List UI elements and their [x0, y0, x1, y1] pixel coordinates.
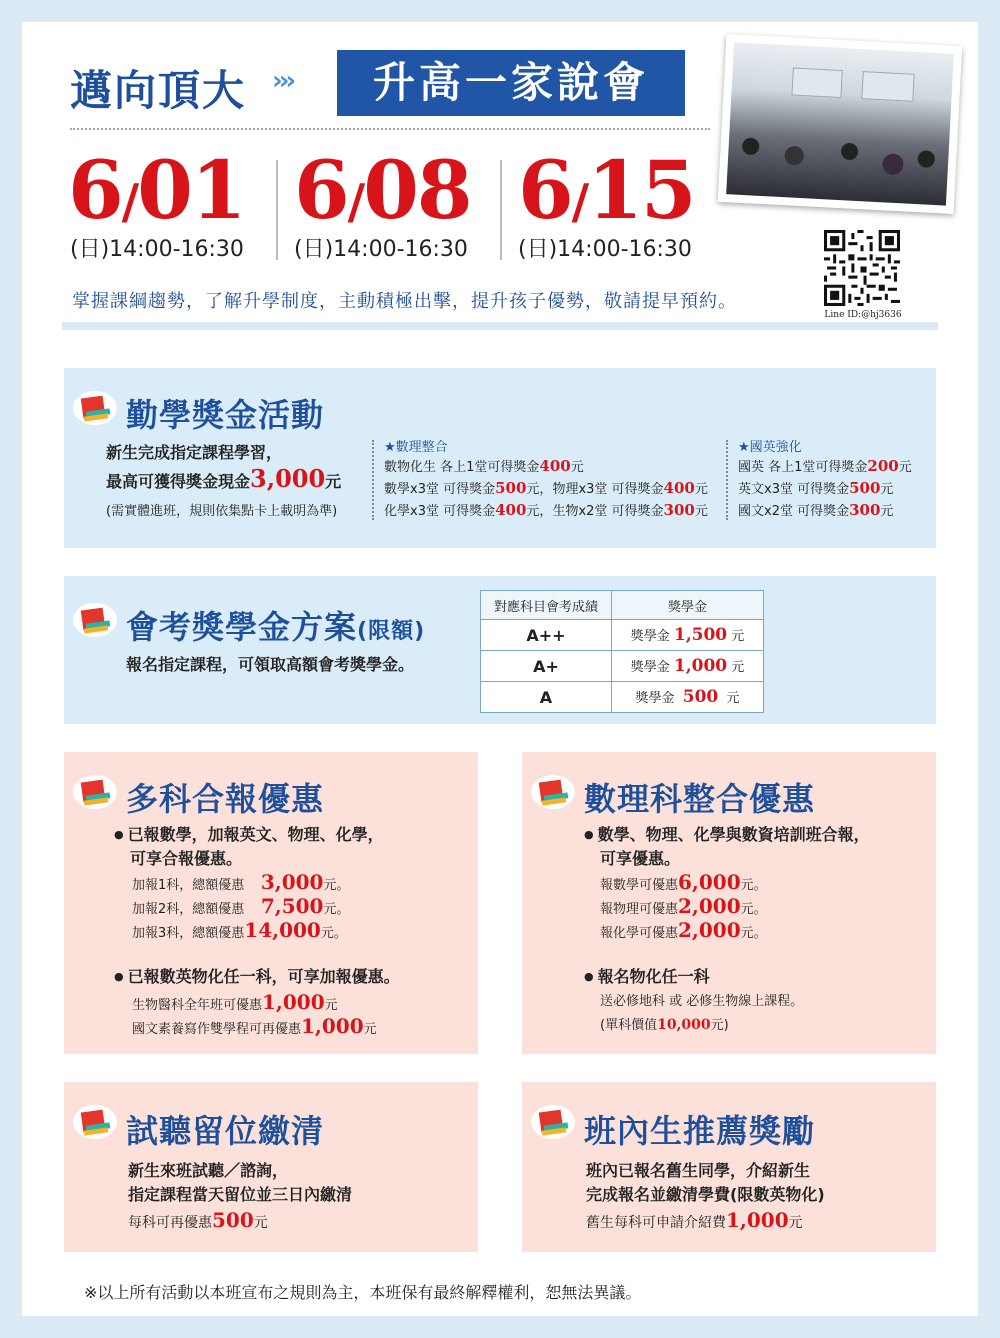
list-item: 國文素養寫作雙學程可再優惠1,000元 [132, 1014, 377, 1038]
book-icon [72, 600, 118, 638]
referral-title: 班內生推薦獎勵 [584, 1112, 816, 1150]
scholarship-panel [64, 368, 936, 548]
arrows-icon: ››› [272, 66, 293, 96]
math-title: 數理科整合優惠 [584, 780, 816, 818]
table-row: A 獎學金 500 元 [481, 682, 764, 713]
group2-row: 國文x2堂 可得獎金300元 [738, 501, 894, 519]
trial-title: 試聽留位繳清 [126, 1112, 325, 1150]
group1-heading: ★數理整合 [384, 440, 448, 455]
group2-row: 國英 各上1堂可得獎金200元 [738, 457, 912, 475]
math-gift-line: 送必修地科 或 必修生物線上課程。 [600, 994, 804, 1009]
divider [372, 440, 374, 520]
seminar-photo [718, 34, 962, 214]
line-id: Line ID:@hj3636 [824, 310, 902, 320]
multi-panel [64, 752, 478, 1054]
trial-line3: 每科可再優惠500元 [128, 1208, 268, 1232]
book-icon [72, 1102, 118, 1140]
subtitle-underline [62, 322, 938, 330]
date-2: 6/08 [294, 143, 471, 237]
multi-bullet-2: ● 已報數英物化任一科，可享加報優惠。 [114, 964, 400, 987]
book-icon [72, 772, 118, 810]
table-row: A+ 獎學金 1,000 元 [481, 651, 764, 682]
scholarship-line2: 最高可獲得獎金現金3,000元 [106, 464, 342, 493]
group1-row: 數物化生 各上1堂可得獎金400元 [384, 457, 584, 475]
event-title: 升高一家說會 [337, 50, 685, 116]
referral-panel [522, 1082, 936, 1252]
table-row: A++ 獎學金 1,500 元 [481, 620, 764, 651]
group1-row: 化學x3堂 可得獎金400元，生物x2堂 可得獎金300元 [384, 501, 708, 519]
math-bullet-1-cont: 可享優惠。 [600, 849, 681, 868]
table-header: 獎學金 [612, 591, 764, 620]
exam-panel [64, 576, 936, 724]
date-1: 6/01 [68, 143, 245, 237]
exam-title: 會考獎學金方案(限額) [126, 608, 426, 646]
group1-row: 數學x3堂 可得獎金500元，物理x3堂 可得獎金400元 [384, 479, 708, 497]
group2-heading: ★國英強化 [738, 440, 802, 455]
scholarship-note: (需實體進班，規則依集點卡上載明為準) [106, 504, 338, 519]
qr-code-icon[interactable] [824, 230, 900, 306]
list-item: 報化學可優惠2,000元。 [600, 918, 767, 942]
time-2: (日)14:00-16:30 [294, 237, 468, 262]
exam-desc: 報名指定課程，可領取高額會考獎學金。 [126, 655, 415, 674]
scholarship-line1: 新生完成指定課程學習， [106, 443, 283, 462]
brand-title: 邁向頂大 [70, 66, 247, 115]
date-separator [500, 160, 502, 260]
list-item: 加報3科，總額優惠14,000元。 [132, 918, 347, 942]
book-icon [72, 388, 118, 426]
math-bullet-2: ● 報名物化任一科 [584, 964, 710, 987]
list-item: 報物理可優惠2,000元。 [600, 894, 767, 918]
referral-line1: 班內已報名舊生同學，介紹新生 [586, 1161, 811, 1180]
list-item: 加報1科，總額優惠 3,000元。 [132, 870, 350, 894]
list-item: 生物醫科全年班可優惠1,000元 [132, 990, 338, 1014]
multi-bullet-1-cont: 可享合報優惠。 [130, 849, 243, 868]
referral-line3: 舊生每科可申請介紹費1,000元 [586, 1208, 803, 1232]
time-1: (日)14:00-16:30 [70, 237, 244, 262]
group2-row: 英文x3堂 可得獎金500元 [738, 479, 894, 497]
divider [70, 128, 710, 130]
list-item: 報數學可優惠6,000元。 [600, 870, 767, 894]
multi-bullet-1: ● 已報數學，加報英文、物理、化學， [114, 822, 384, 845]
trial-line2: 指定課程當天留位並三日內繳清 [128, 1185, 353, 1204]
date-separator [276, 160, 278, 260]
divider [726, 440, 728, 520]
exam-table [480, 590, 764, 713]
trial-panel [64, 1082, 478, 1252]
list-item: 加報2科，總額優惠 7,500元。 [132, 894, 350, 918]
math-bullet-1: ● 數學、物理、化學與數資培訓班合報， [584, 822, 870, 845]
math-value-line: (單科價值10,000元) [600, 1017, 729, 1033]
referral-line2: 完成報名並繳清學費(限數英物化) [586, 1185, 825, 1204]
math-panel [522, 752, 936, 1054]
table-header: 對應科目會考成績 [481, 591, 612, 620]
scholarship-title: 勤學獎金活動 [126, 396, 325, 434]
subtitle: 掌握課綱趨勢，了解升學制度，主動積極出擊，提升孩子優勢，敬請提早預約。 [72, 291, 737, 312]
trial-line1: 新生來班試聽／諮詢， [128, 1161, 289, 1180]
footer-note: ※以上所有活動以本班宣布之規則為主，本班保有最終解釋權利，恕無法異議。 [84, 1283, 642, 1302]
book-icon [530, 772, 576, 810]
time-3: (日)14:00-16:30 [518, 237, 692, 262]
date-3: 6/15 [518, 143, 695, 237]
book-icon [530, 1102, 576, 1140]
multi-title: 多科合報優惠 [126, 780, 325, 818]
